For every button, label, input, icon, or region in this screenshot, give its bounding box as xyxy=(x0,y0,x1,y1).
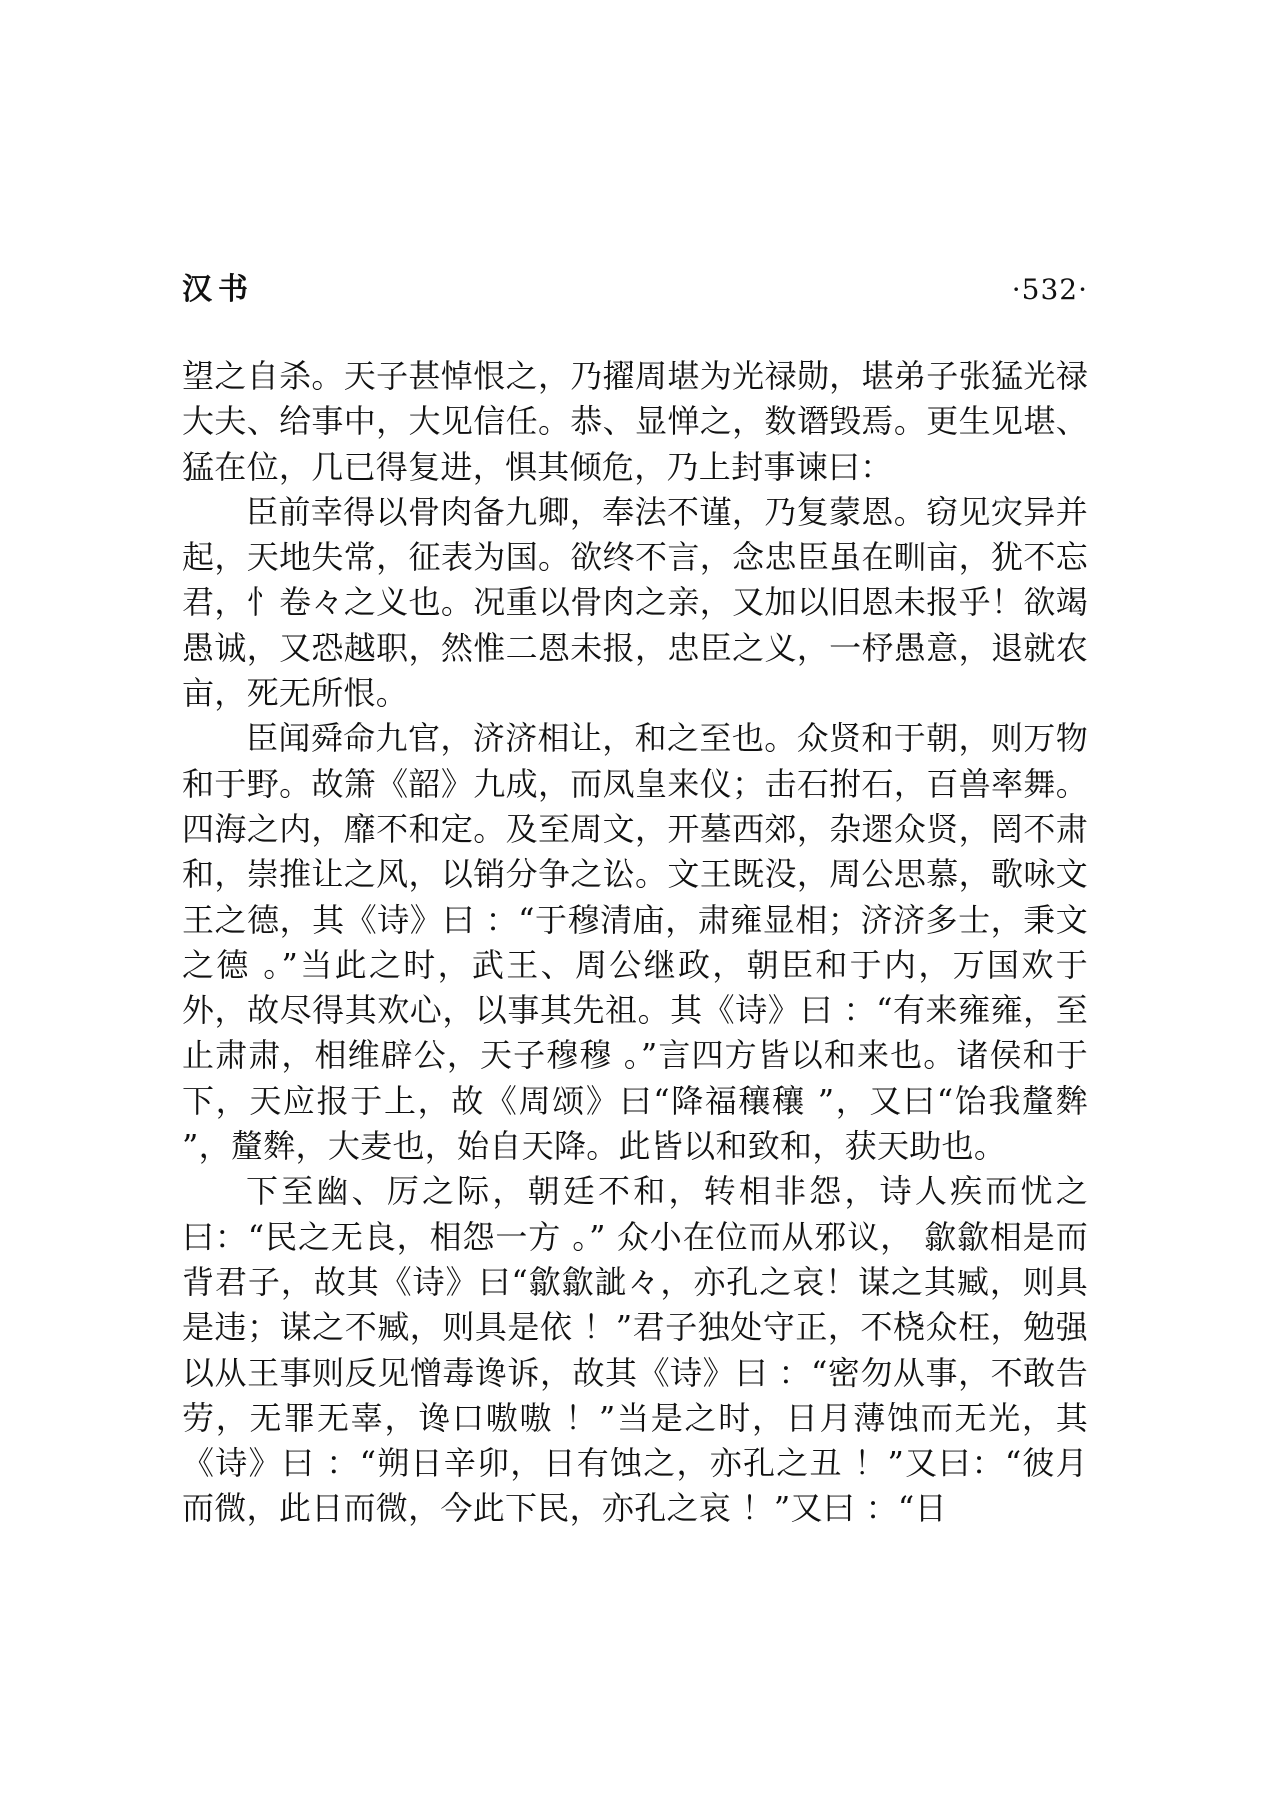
page-header xyxy=(182,268,1088,312)
body-text xyxy=(182,354,1088,1532)
page-number: ·532· xyxy=(1011,273,1088,306)
paragraph-4: 下至幽、厉之际，朝廷不和，转相非怨，诗人疾而忧之曰：“民之无良，相怨一方 。” 众小在位而从邪议， 歙歙相是而背君子，故其《诗》曰“歙歙訿々，亦孔之哀！谋之其臧，则具是违；谋之不臧，则具是依 ！”君子独处守正，不桡众枉，勉强以从王事则反见憎毒谗诉，故其《诗》曰 ：“密勿从事，不敢告劳，无罪无辜，谗口嗷嗷 ！”当是之时，日月薄蚀而无光，其《诗》曰 ：“朔日辛卯，日有蚀之，亦孔之丑 ！”又曰：“彼月而微，此日而微，今此下民，亦孔之哀 ！”又曰 ：“日 xyxy=(182,1172,1088,1528)
paragraph-3: 臣闻舜命九官，济济相让，和之至也。众贤和于朝，则万物和于野。故箫《韶》九成，而凤皇来仪；击石拊石，百兽率舞。四海之内，靡不和定。及至周文，开墓西郊，杂遝众贤，罔不肃和，崇推让之风，以销分争之讼。文王既没，周公思慕，歌咏文王之德，其《诗》曰 ：“于穆清庙，肃雍显相；济济多士，秉文之德 。”当此之时，武王、周公继政，朝臣和于内，万国欢于外，故尽得其欢心，以事其先祖。其《诗》曰 ：“有来雍雍，至止肃肃，相维辟公，天子穆穆 。”言四方皆以和来也。诸侯和于下，天应报于上，故《周颂》曰“降福穰穰 ”，又曰“饴我釐麰 ”，釐麰，大麦也，始自天降。此皆以和致和，获天助也。 xyxy=(182,719,1088,1166)
book-title: 汉书 xyxy=(182,272,254,307)
paragraph-2: 臣前幸得以骨肉备九卿，奉法不谨，乃复蒙恩。窃见灾异并起，天地失常，征表为国。欲终不言，念忠臣虽在甽亩，犹不忘君，忄卷々之义也。况重以骨肉之亲，又加以旧恩未报乎！欲竭愚诚，又恐越职，然惟二恩未报，忠臣之义，一杼愚意，退就农亩，死无所恨。 xyxy=(182,492,1088,713)
paragraph-1: 望之自杀。天子甚悼恨之，乃擢周堪为光禄勋，堪弟子张猛光禄大夫、给事中，大见信任。恭、显惮之，数谮毁焉。更生见堪、猛在位，几已得复进，惧其倾危，乃上封事谏曰： xyxy=(182,357,1088,486)
